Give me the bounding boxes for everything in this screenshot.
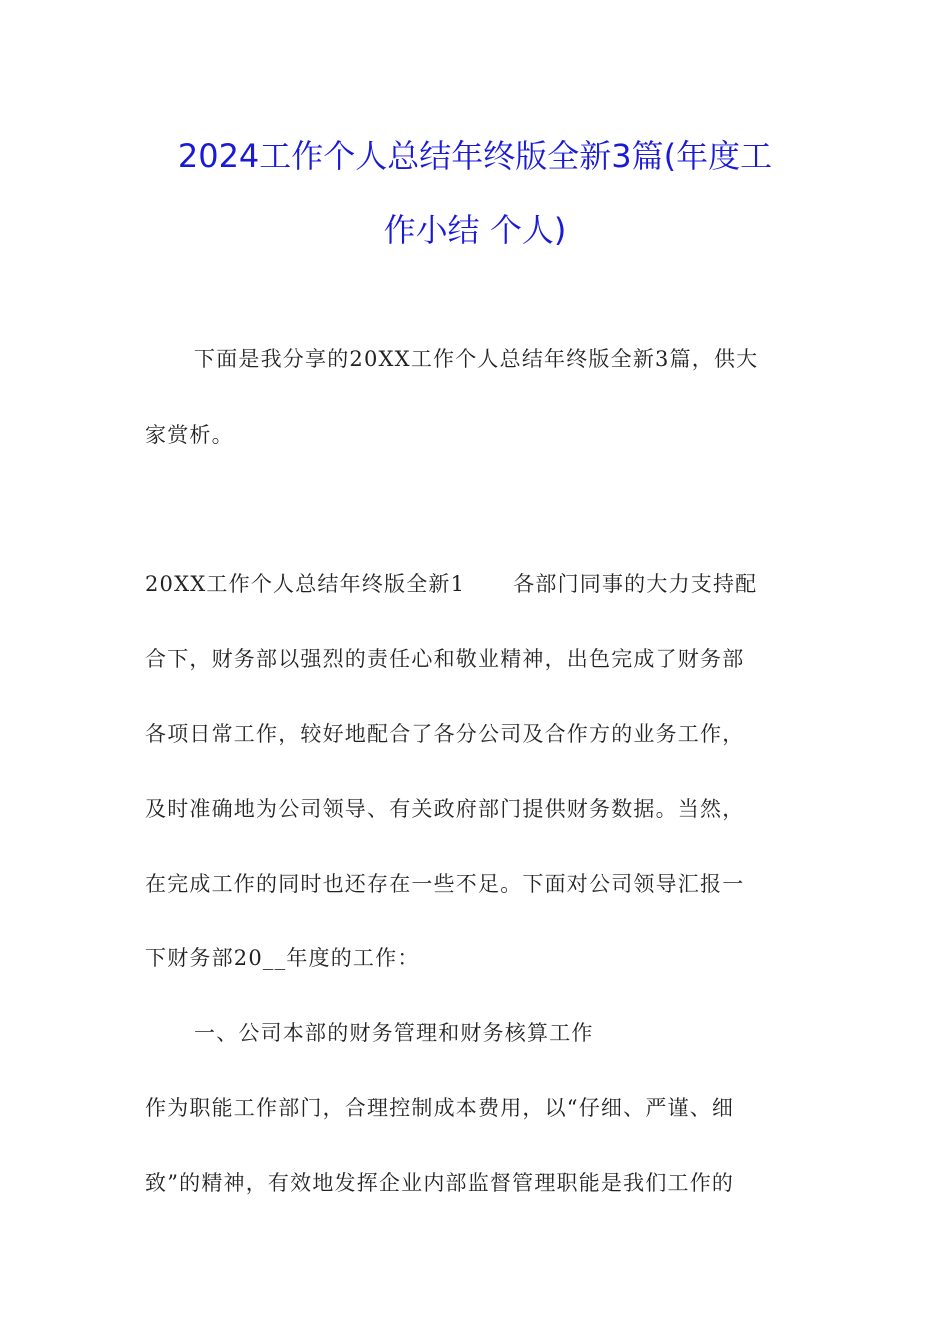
section-1-first-line-rest: 各部门同事的大力支持配 [513, 572, 758, 596]
intro-paragraph-line-2: 家赏析。 [145, 423, 234, 447]
subsection-1-line: 作为职能工作部门，合理控制成本费用，以“仔细、严谨、细 [145, 1096, 735, 1120]
document-title-line-2: 作小结 个人) [383, 211, 567, 249]
intro-paragraph-line-1: 下面是我分享的20XX工作个人总结年终版全新3篇，供大 [194, 347, 759, 371]
section-1-line: 合下，财务部以强烈的责任心和敬业精神，出色完成了财务部 [145, 647, 745, 671]
section-1-first-line [145, 569, 815, 599]
subsection-1-heading: 一、公司本部的财务管理和财务核算工作 [194, 1021, 594, 1045]
subsection-1-line: 致”的精神，有效地发挥企业内部监督管理职能是我们工作的 [145, 1171, 735, 1195]
section-1-line: 各项日常工作，较好地配合了各分公司及合作方的业务工作， [145, 722, 745, 746]
document-title-line-1: 2024工作个人总结年终版全新3篇(年度工 [177, 137, 773, 175]
section-1-heading: 20XX工作个人总结年终版全新1 [145, 572, 466, 596]
section-1-line: 在完成工作的同时也还存在一些不足。下面对公司领导汇报一 [145, 872, 745, 896]
section-1-line: 下财务部20__年度的工作： [145, 946, 420, 970]
section-1-line: 及时准确地为公司领导、有关政府部门提供财务数据。当然， [145, 797, 745, 821]
